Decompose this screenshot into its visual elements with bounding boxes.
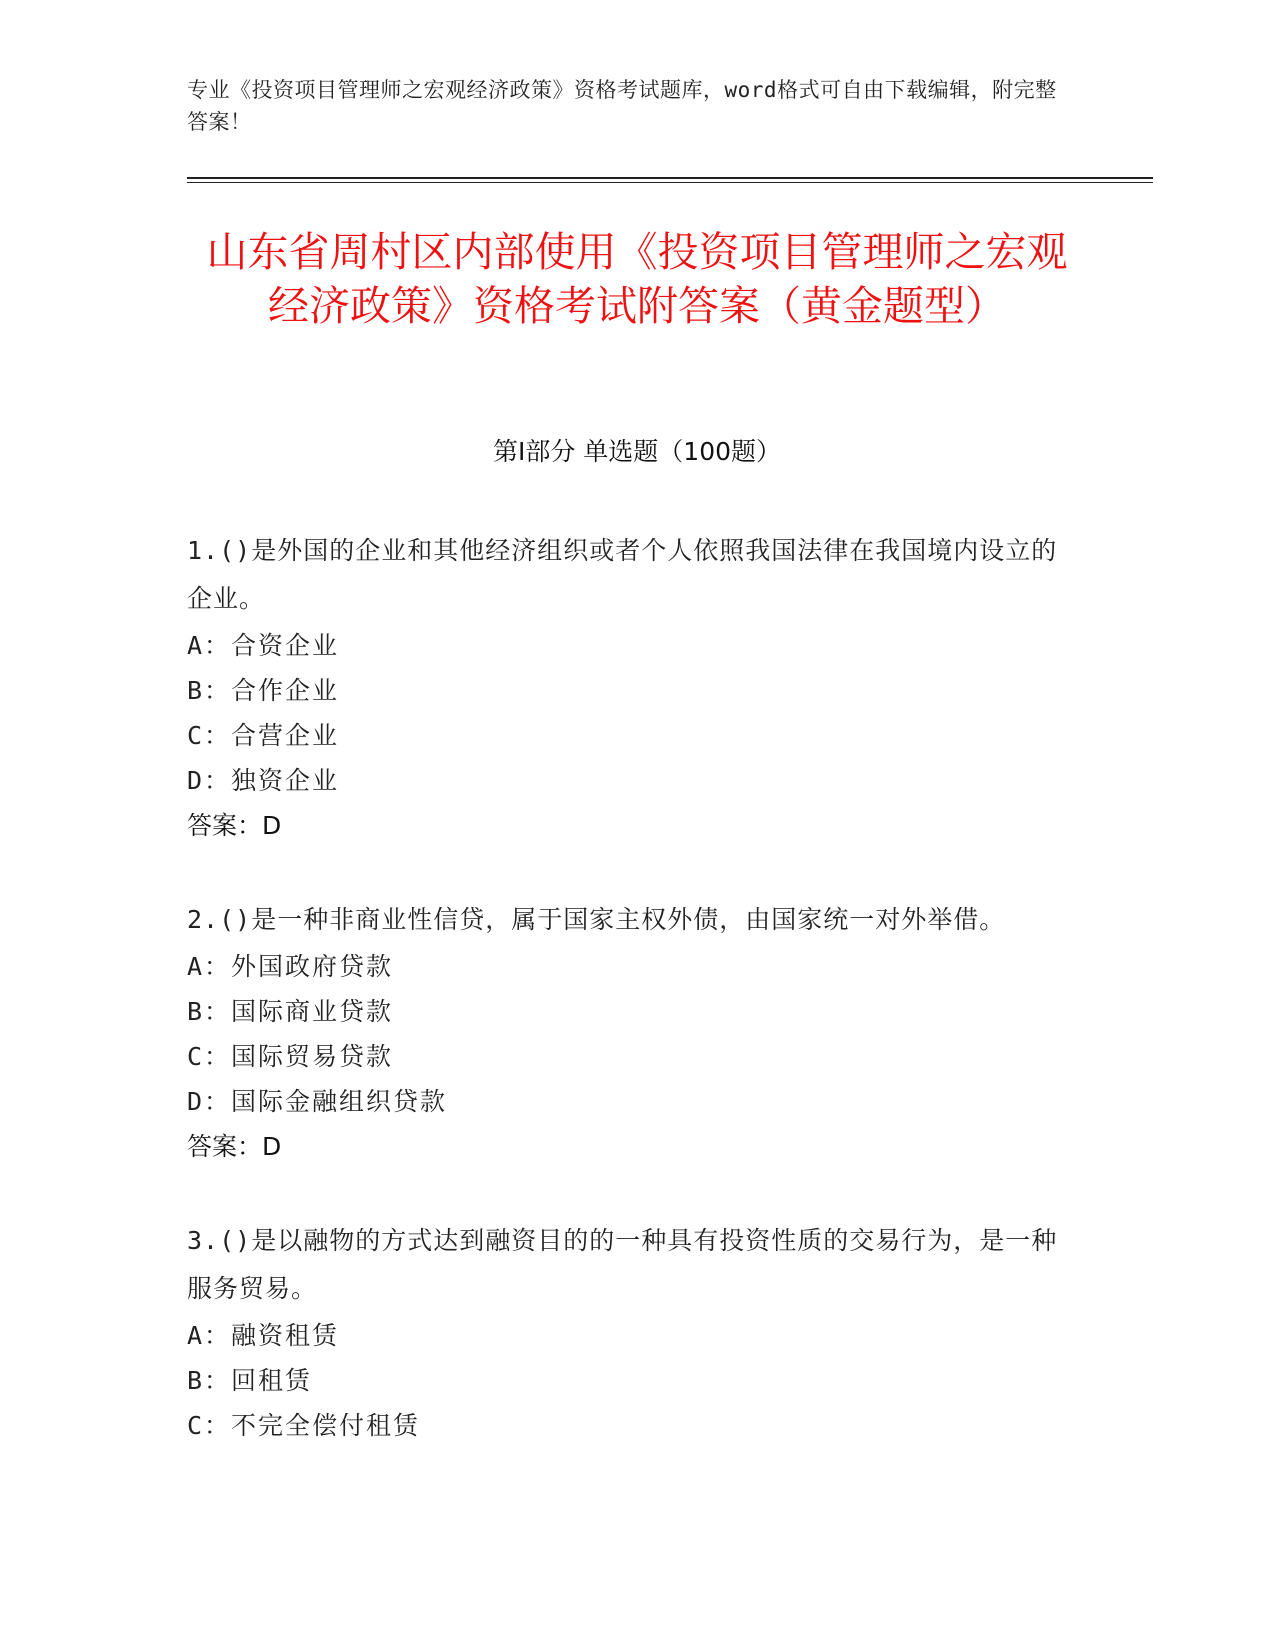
question-1 (187, 527, 1067, 848)
option-c: C：合营企业 (187, 721, 340, 750)
option-b: B：国际商业贷款 (187, 997, 394, 1026)
option-b: B：合作企业 (187, 676, 340, 705)
document-title: 山东省周村区内部使用《投资项目管理师之宏观经济政策》资格考试附答案（黄金题型） (206, 228, 1068, 330)
question-stem: 1.()是外国的企业和其他经济组织或者个人依照我国法律在我国境内设立的企业。 (187, 536, 1058, 613)
header-note: 专业《投资项目管理师之宏观经济政策》资格考试题库，word格式可自由下载编辑，附完整答案！ (187, 78, 1057, 134)
option-d: D：国际金融组织贷款 (187, 1087, 448, 1116)
option-c: C：国际贸易贷款 (187, 1042, 394, 1071)
option-d: D：独资企业 (187, 766, 340, 795)
question-stem: 2.()是一种非商业性信贷，属于国家主权外债，由国家统一对外举借。 (187, 905, 1006, 934)
option-a: A：融资租赁 (187, 1321, 340, 1350)
question-list (187, 527, 1067, 1496)
answer-line: 答案：D (187, 811, 282, 840)
section-title: 第I部分 单选题（100题） (492, 437, 782, 466)
question-2 (187, 896, 1067, 1169)
option-b: B：回租赁 (187, 1366, 313, 1395)
header-divider-thick (187, 177, 1153, 179)
header-divider-thin (187, 182, 1153, 183)
option-a: A：外国政府贷款 (187, 952, 394, 981)
answer-line: 答案：D (187, 1132, 282, 1161)
option-c: C：不完全偿付租赁 (187, 1411, 421, 1440)
option-a: A：合资企业 (187, 631, 340, 660)
question-3 (187, 1217, 1067, 1448)
question-stem: 3.()是以融物的方式达到融资目的的一种具有投资性质的交易行为，是一种服务贸易。 (187, 1226, 1058, 1303)
